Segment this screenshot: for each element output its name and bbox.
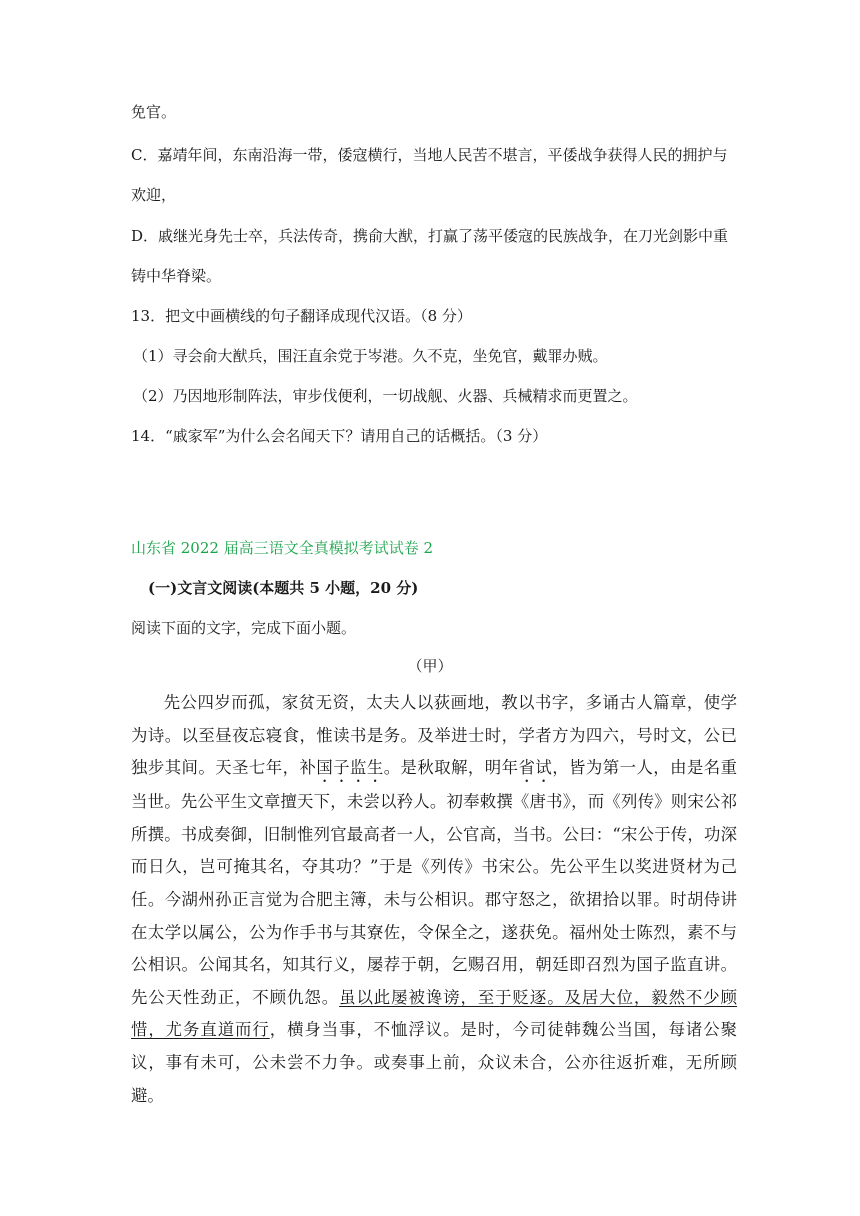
- text-line: 免官。: [131, 103, 177, 121]
- section-heading: (一)文言文阅读(本题共 5 小题，20 分): [148, 579, 419, 597]
- source-title: 山东省 2022 届高三语文全真模拟考试试卷 2: [131, 539, 434, 557]
- emphasized-term: 省试: [518, 758, 553, 778]
- passage-body: [131, 687, 737, 1112]
- passage-text: ，皆为第一人，由是名重当世。先公平生文章擅天下，未尝以矜人。初奉敕撰《唐书》，而《列传》则宋公祁所撰。书成奏御，旧制惟列官最高者一人，公官高，当书。公曰：“宋公于传，功深而日久，岂可掩其名，夺其功？”于是《列传》书宋公。先公平生以奖进贤材为己任。今湖州孙正言觉为合肥主簿，未与公相识。郡守怒之，欲捃拾以罪。时胡侍讲在太学以属公，公为作手书与其寮佐，令保全之，遂获免。福州处士陈烈，素不与公相识。公闻其名，知其行义，屡荐于朝，乞赐召用，朝廷即召烈为国子监直讲。先公天性劲正，不顾仇怨。: [131, 758, 738, 1007]
- passage-label: （甲）: [407, 657, 453, 675]
- question-14-part2: （2）乃因地形制阵法，审步伐便利，一切战舰、火器、兵械精求而更置之。: [133, 387, 638, 405]
- emphasized-term: 国子监生: [316, 758, 384, 778]
- passage-text: 先公四岁而孤，家贫无资，太夫人以荻画地，教以书字，多诵古人篇章，使学为诗。以至昼夜忘寝食，惟读书是务。及举进士时，学者方为四六，号时文，公已独步其间。天圣七年，补: [131, 693, 737, 778]
- passage-text: 。是秋取解，明年: [383, 758, 519, 778]
- question-13-part1: （1）寻会俞大猷兵，围汪直余党于岑港。久不克，坐免官，戴罪办贼。: [133, 347, 608, 365]
- instruction: 阅读下面的文字，完成下面小题。: [131, 619, 357, 637]
- question-14: 14．“戚家军”为什么会名闻天下？请用自己的话概括。（3 分）: [131, 427, 548, 445]
- option-c-line2: 欢迎，: [131, 186, 177, 204]
- option-d-line2: 铸中华脊梁。: [131, 267, 222, 285]
- option-d-line1: D．戚继光身先士卒，兵法传奇，携俞大猷，打赢了荡平倭寇的民族战争，在刀光剑影中重: [131, 227, 729, 245]
- option-c-line1: C．嘉靖年间，东南沿海一带，倭寇横行，当地人民苦不堪言，平倭战争获得人民的拥护与: [131, 146, 728, 164]
- underlined-sentence: 虽以此屡被谗谤，至于贬逐。及居大位，毅然不少顾惜，尤务直道而行: [131, 987, 738, 1040]
- question-13: 13．把文中画横线的句子翻译成现代汉语。（8 分）: [131, 307, 472, 325]
- passage-text: ，横身当事，不恤浮议。是时，今司徒韩魏公当国，每诸公聚议，事有未可，公未尝不力争。或奏事上前，众议未合，公亦往返折难，无所顾避。: [131, 1020, 738, 1105]
